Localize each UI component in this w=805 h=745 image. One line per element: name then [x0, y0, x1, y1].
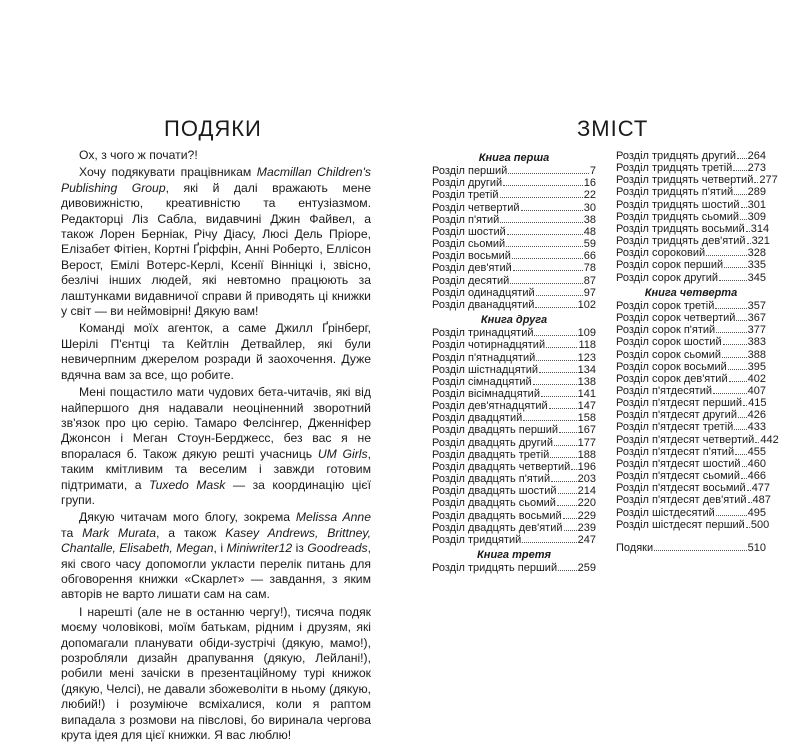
toc-entry[interactable]: [432, 214, 596, 226]
text-run: , таким кмітливим та веселим і завжди готовим підтримати, а: [61, 446, 371, 492]
toc-entry-title: Розділ двадцять третій: [432, 448, 550, 461]
toc-entry-title: Розділ п'ятдесят п'ятий: [616, 445, 735, 458]
toc-entry-page: 138: [577, 375, 596, 388]
paragraph: [61, 510, 371, 602]
toc-dot-leader: [734, 429, 746, 430]
toc-entry[interactable]: [616, 211, 766, 223]
toc-entry-page: 273: [747, 162, 766, 175]
toc-dot-leader: [734, 194, 747, 195]
toc-entry[interactable]: [616, 470, 766, 482]
toc-dot-leader: [722, 357, 747, 358]
toc-dot-leader: [748, 502, 752, 503]
toc-dot-leader: [746, 527, 750, 528]
toc-dot-leader: [522, 542, 576, 543]
toc-dot-leader: [539, 372, 577, 373]
toc-dot-leader: [512, 258, 583, 259]
toc-entry[interactable]: [616, 385, 766, 397]
toc-entry-title: Розділ сорок другий: [616, 271, 719, 284]
toc-entry-title: Розділ десятий: [432, 274, 510, 287]
italic-text: Tuxedo Mask: [149, 477, 226, 492]
toc-entry-title: Розділ двадцять сьомий: [432, 497, 556, 510]
toc-entry[interactable]: [616, 162, 766, 174]
toc-entry-title: Розділ двадцятий: [432, 412, 523, 425]
toc-entry-page: 220: [577, 497, 596, 510]
toc-dot-leader: [706, 255, 746, 256]
toc-entry-title: Розділ п'ятий: [432, 213, 500, 226]
toc-dot-leader: [747, 490, 751, 491]
toc-entry-page: 134: [577, 363, 596, 376]
toc-book-group: [432, 152, 596, 311]
toc-entry-page: 141: [577, 387, 596, 400]
toc-dot-leader: [500, 197, 583, 198]
toc-entry-title: Розділ шістнадцятий: [432, 363, 538, 376]
toc-dot-leader: [741, 478, 747, 479]
toc-entry-page: 158: [577, 412, 596, 425]
toc-book-heading: Книга четверта: [644, 286, 738, 299]
toc-dot-leader: [508, 173, 589, 174]
toc-entry-title: Розділ шістдесят перший: [616, 518, 745, 531]
toc-entry-page: 38: [583, 213, 596, 226]
toc-entry[interactable]: [432, 238, 596, 250]
toc-entry[interactable]: [616, 409, 766, 421]
toc-entry-page: 7: [589, 165, 596, 178]
toc-entry-page: 309: [747, 210, 766, 223]
toc-entry-page: 367: [747, 312, 766, 325]
toc-entry[interactable]: [616, 336, 766, 348]
toc-dot-leader: [535, 307, 576, 308]
toc-entry[interactable]: [616, 349, 766, 361]
toc-entry[interactable]: [616, 458, 766, 470]
toc-book-group: [616, 150, 778, 284]
toc-entry-title: Подяки: [616, 541, 654, 554]
toc-entry-page: 510: [747, 541, 766, 554]
toc-book-group: [616, 286, 779, 531]
toc-dot-leader: [541, 396, 577, 397]
toc-dot-leader: [733, 170, 746, 171]
toc-book-heading: Книга перша: [478, 152, 550, 164]
toc-entry-page: 203: [577, 473, 596, 486]
toc-dot-leader: [523, 420, 576, 421]
toc-dot-leader: [510, 283, 582, 284]
toc-entry[interactable]: [432, 226, 596, 238]
text-run: , які свого часу допомогли укласти перелік питань для обговорення книжки «Скарлет» — завдання, з яким авторів не варто лишати сам на сам.: [61, 541, 371, 602]
toc-entry-page: 426: [747, 409, 766, 422]
toc-entry-page: 328: [747, 247, 766, 260]
toc-entry[interactable]: [432, 364, 596, 376]
text-run: , а також: [155, 525, 226, 540]
toc-entry[interactable]: [616, 312, 766, 324]
toc-entry[interactable]: [432, 412, 596, 424]
toc-entry-title: Розділ п'ятдесят перший: [616, 397, 743, 410]
toc-entry[interactable]: [432, 250, 596, 262]
toc-dot-leader: [737, 158, 747, 159]
toc-entry-title: Розділ тридцять п'ятий: [616, 186, 734, 199]
text-run: , і: [213, 541, 227, 556]
toc-entry[interactable]: [432, 461, 596, 473]
toc-entry-page: 345: [747, 271, 766, 284]
toc-entry-page: 377: [747, 324, 766, 337]
toc-entry[interactable]: [616, 361, 766, 373]
toc-entry-page: 259: [577, 562, 596, 575]
toc-entry-title: Розділ шостий: [432, 225, 506, 238]
toc-entry[interactable]: [432, 534, 596, 546]
toc-entry-title: Розділ п'ятдесят дев'ятий: [616, 494, 747, 507]
toc-entry-title: Розділ двадцять другий: [432, 436, 553, 449]
toc-entry-page: 455: [747, 445, 766, 458]
toc-entry-title: Розділ п'ятдесят восьмий: [616, 482, 746, 495]
toc-entry-title: Розділ сорок четвертий: [616, 312, 736, 325]
toc-entry-page: 335: [747, 259, 766, 272]
toc-dot-leader: [729, 381, 747, 382]
toc-entry-page: 229: [577, 509, 596, 522]
toc-entry[interactable]: [432, 424, 596, 436]
toc-entry-title: Розділ тридцять сьомий: [616, 210, 739, 223]
toc-entry-title: Розділ двадцять дев'ятий: [432, 521, 563, 534]
toc-entry[interactable]: [616, 199, 766, 211]
toc-dot-leader: [506, 246, 583, 247]
toc-dot-leader: [755, 442, 759, 443]
toc-entry-page: 415: [748, 397, 767, 410]
toc-dot-leader: [507, 234, 583, 235]
text-run: Ох, з чого ж почати?!: [79, 148, 198, 162]
toc-dot-leader: [736, 320, 746, 321]
toc-entry[interactable]: [432, 189, 596, 201]
toc-dot-leader: [549, 408, 577, 409]
toc-entry[interactable]: [616, 324, 766, 336]
toc-entry[interactable]: [432, 437, 596, 449]
toc-entry-title: Розділ тридцять другий: [616, 150, 737, 162]
toc-entry-title: Розділ сімнадцятий: [432, 375, 532, 388]
toc-dot-leader: [723, 344, 747, 345]
toc-column-2: [616, 150, 779, 554]
toc-entry[interactable]: [432, 485, 596, 497]
toc-entry[interactable]: [432, 510, 596, 522]
toc-dot-leader: [724, 267, 747, 268]
toc-entry[interactable]: [616, 421, 766, 433]
italic-text: UM Girls: [317, 446, 368, 461]
toc-entry-page: 442: [760, 433, 779, 446]
toc-entry-title: Розділ одинадцятий: [432, 286, 535, 299]
toc-entry-page: 466: [747, 470, 766, 483]
toc-entry-title: Розділ сорок дев'ятий: [616, 372, 728, 385]
toc-entry-page: 188: [577, 448, 596, 461]
toc-entry-page: 30: [583, 201, 596, 214]
toc-dot-leader: [564, 530, 577, 531]
toc-entry[interactable]: [432, 449, 596, 461]
toc-entry-page: 97: [583, 286, 596, 299]
toc-entry[interactable]: [432, 522, 596, 534]
toc-dot-leader: [546, 347, 577, 348]
toc-entry-page: 239: [577, 521, 596, 534]
toc-entry[interactable]: [616, 433, 779, 446]
toc-entry-page: 407: [747, 384, 766, 397]
toc-entry[interactable]: [616, 494, 771, 507]
toc-entry-page: 289: [747, 186, 766, 199]
toc-entry-title: Розділ дванадцятий: [432, 298, 535, 311]
toc-dot-leader: [715, 308, 746, 309]
toc-entry-page: 264: [747, 150, 766, 162]
toc-entry-title: Розділ п'ятдесят третій: [616, 421, 734, 434]
toc-entry[interactable]: [616, 397, 766, 409]
toc-entry-title: Розділ двадцять восьмий: [432, 509, 562, 522]
toc-entry-page: 383: [747, 336, 766, 349]
toc-dot-leader: [742, 466, 747, 467]
toc-entry-page: 214: [577, 485, 596, 498]
toc-entry-page: 301: [747, 198, 766, 211]
toc-entry[interactable]: [432, 165, 596, 177]
paragraph: [61, 321, 371, 383]
toc-entry-page: 78: [583, 262, 596, 275]
toc-entry[interactable]: [432, 473, 596, 485]
toc-entry[interactable]: [432, 262, 596, 274]
toc-entry[interactable]: [616, 222, 770, 235]
italic-text: Melissa Anne: [295, 510, 371, 525]
toc-entry[interactable]: [616, 186, 766, 198]
toc-entry-title: Розділ тридцятий: [432, 533, 522, 546]
toc-entry-title: Розділ сорок шостий: [616, 336, 722, 349]
toc-entry-page: 433: [747, 421, 766, 434]
toc-dot-leader: [513, 270, 583, 271]
toc-entry-title: Розділ п'ятдесят четвертий: [616, 433, 755, 446]
toc-entry-title: Розділ сорок сьомий: [616, 348, 722, 361]
toc-entry[interactable]: [432, 327, 596, 339]
toc-entry-title: Розділ дев'ятнадцятий: [432, 400, 548, 413]
toc-entry-title: Розділ двадцять п'ятий: [432, 473, 551, 486]
toc-entry[interactable]: [432, 177, 596, 189]
toc-entry-title: Розділ сьомий: [432, 238, 506, 251]
italic-text: Miniwriter12: [226, 541, 293, 556]
toc-book-group: [432, 314, 596, 546]
toc-entry-title: Розділ сорок п'ятий: [616, 324, 716, 337]
toc-dot-leader: [559, 432, 577, 433]
toc-entry-page: 48: [583, 225, 596, 238]
paragraph: [61, 385, 371, 508]
toc-dot-leader: [563, 518, 577, 519]
toc-entry-title: Розділ п'ятдесят другий: [616, 409, 737, 422]
toc-dot-leader: [551, 481, 577, 482]
toc-dot-leader: [719, 280, 747, 281]
toc-dot-leader: [746, 231, 750, 232]
toc-dot-leader: [741, 207, 747, 208]
toc-entry-page: 460: [747, 457, 766, 470]
contents-title: ЗМІСТ: [577, 116, 649, 141]
toc-entry-title: Розділ дев'ятий: [432, 262, 512, 275]
toc-entry-title: Розділ п'ятнадцятий: [432, 351, 536, 364]
toc-entry-page: 314: [750, 222, 770, 235]
toc-entry-title: Розділ шістдесятий: [616, 506, 715, 519]
left-page: [0, 0, 402, 743]
toc-entry-page: 87: [583, 274, 596, 287]
toc-entry-title: Розділ чотирнадцятий: [432, 339, 546, 352]
toc-entry[interactable]: [432, 497, 596, 509]
toc-dot-leader: [740, 219, 747, 220]
toc-entry-page: 102: [577, 298, 596, 311]
toc-entry-title: Розділ четвертий: [432, 201, 520, 214]
toc-book-heading: Книга третя: [477, 549, 551, 561]
toc-dot-leader: [557, 505, 577, 506]
toc-entry-page: 357: [747, 299, 766, 312]
toc-entry-page: 196: [577, 460, 596, 473]
toc-entry-title: Розділ перший: [432, 165, 508, 178]
toc-dot-leader: [728, 369, 747, 370]
toc-dot-leader: [716, 515, 747, 516]
toc-entry-title: Розділ вісімнадцятий: [432, 387, 540, 400]
toc-dot-leader: [521, 210, 583, 211]
toc-entry[interactable]: [432, 400, 596, 412]
toc-dot-leader: [735, 454, 747, 455]
toc-entry[interactable]: [616, 373, 766, 385]
toc-entry[interactable]: [616, 247, 766, 259]
text-run: Дякую читачам мого блогу, зокрема: [79, 510, 296, 525]
text-run: , які й далі вражають мене дивовижністю, креативністю та ентузіазмом. Редакторці Ліз Сабла, видавчині Джин Файвел, а також Лорен Берніак, Річу Діасу, Люсі Дель Пріоре, Елізабет Фітіен, Кортні Ґріффін, Анні Роберто, Еллісон Верост, Емілі Вотерс-Керлі, Ксенії Вінніцкі і, звісно, безлічі інших людей, які невтомно працюють за лаштунками видавничої справи й приводять ці книжки у світ — ви неймовірні! Дякую вам!: [61, 180, 372, 319]
toc-dot-leader: [754, 182, 758, 183]
toc-entry-title: Розділ тридцять шостий: [616, 198, 740, 211]
toc-entry-page: 402: [747, 372, 766, 385]
toc-entry-page: 167: [577, 424, 596, 437]
toc-dot-leader: [534, 335, 576, 336]
toc-entry-page: 487: [752, 494, 771, 507]
text-run: із: [292, 541, 308, 556]
toc-entry-title: Розділ восьмий: [432, 250, 511, 263]
text-run: Хочу подякувати працівникам: [79, 165, 257, 180]
toc-entry-title: Розділ тридцять третій: [616, 162, 733, 175]
toc-entry-page: 147: [577, 400, 596, 413]
toc-entry[interactable]: [616, 542, 766, 554]
toc-entry-title: Розділ тридцять четвертий: [616, 174, 754, 187]
text-run: — за координацію цієї групи.: [61, 477, 371, 507]
toc-entry-title: Розділ другий: [432, 177, 503, 190]
toc-entry[interactable]: [616, 259, 766, 271]
toc-entry-page: 66: [583, 250, 596, 263]
toc-entry-page: 16: [583, 177, 596, 190]
toc-entry-title: Розділ двадцять четвертий: [432, 460, 571, 473]
toc-dot-leader: [533, 384, 577, 385]
toc-entry-title: Розділ сороковий: [616, 247, 706, 260]
toc-dot-leader: [716, 332, 746, 333]
toc-entry[interactable]: [616, 482, 771, 495]
toc-entry-title: Розділ двадцять шостий: [432, 485, 557, 498]
paragraph: [61, 605, 371, 744]
toc-entry-title: Розділ сорок третій: [616, 299, 715, 312]
toc-entry-page: 395: [747, 360, 766, 373]
toc-dot-leader: [713, 393, 747, 394]
right-page: [402, 0, 805, 600]
toc-entry[interactable]: [616, 518, 770, 531]
toc-entry[interactable]: [432, 299, 596, 311]
toc-entry-page: 123: [577, 351, 596, 364]
text-run: Команді моїх агенток, а саме Джилл Ґрінберг, Шерілі П'єнтці та Кейтлін Детвайлер, які були невичерпним джерелом розради й заохочення. Дуже вдячна вам за все, що робите.: [61, 321, 371, 382]
text-run: Мені пощастило мати чудових бета-читачів, які від найпершого дня надавали неоціненний зворотний зв'язок про цю серію. Тамаро Фелсінгер, Дженніфер Джонсон і Меган Стоун-Берджесс, без вас я не впоралася б. Також дякую решті учасниць: [61, 385, 371, 461]
toc-entry[interactable]: [432, 562, 596, 574]
toc-entry[interactable]: [432, 388, 596, 400]
italic-text: Mark Murata: [82, 525, 156, 540]
toc-entry[interactable]: [616, 150, 766, 162]
italic-text: Kasey Andrews, Brittney, Chantalle, Elisabeth, Megan: [61, 525, 372, 556]
toc-dot-leader: [536, 360, 576, 361]
toc-dot-leader: [654, 550, 747, 551]
toc-entry-title: Розділ сорок восьмий: [616, 360, 727, 373]
toc-dot-leader: [743, 405, 747, 406]
toc-dot-leader: [503, 185, 583, 186]
toc-entry-page: 277: [759, 174, 778, 187]
toc-dot-leader: [558, 570, 577, 571]
toc-entry[interactable]: [616, 446, 766, 458]
toc-entry-page: 321: [751, 235, 770, 248]
text-run: І нарешті (але не в останню чергу!), тисяча подяк моєму чоловікові, моїм батькам, рідним і друзям, які допомагали планувати обіди-зустрічі (дякую, мамо!), розробляли дизайн драпування (дякую, Лейлані!), робили мені зачіски в презентаційному турі книжок (дякую, Челсі), не давали збожеволіти в ньому (дякую, любий!) і розуміюче всміхалися, коли я раптом випадала з розмови на півслові, бо виринала чергова крута ідея для цієї книжки. Я вас люблю!: [61, 604, 371, 743]
toc-entry-page: 22: [583, 189, 596, 202]
toc-entry[interactable]: [616, 235, 770, 248]
italic-text: Goodreads: [307, 541, 368, 556]
toc-entry[interactable]: [616, 300, 766, 312]
toc-entry-page: 177: [577, 436, 596, 449]
toc-entry-title: Розділ п'ятдесятий: [616, 384, 712, 397]
toc-dot-leader: [500, 222, 582, 223]
toc-entry-title: Розділ двадцять перший: [432, 424, 559, 437]
toc-dot-leader: [536, 295, 583, 296]
toc-entry-title: Розділ п'ятдесят сьомий: [616, 470, 740, 483]
toc-column-1: [432, 150, 596, 577]
toc-dot-leader: [738, 417, 747, 418]
toc-dot-leader: [558, 493, 577, 494]
text-run: та: [61, 525, 83, 540]
toc-entry[interactable]: [616, 272, 766, 284]
acknowledgements-title: ПОДЯКИ: [164, 116, 262, 141]
toc-entry[interactable]: [432, 339, 596, 351]
toc-entry-title: Розділ п'ятдесят шостий: [616, 457, 741, 470]
toc-entry[interactable]: [432, 352, 596, 364]
acknowledgements-body: [61, 148, 371, 745]
toc-entry[interactable]: [432, 287, 596, 299]
toc-entry-page: 118: [578, 339, 596, 352]
toc-entry-title: Розділ сорок перший: [616, 259, 724, 272]
paragraph: [61, 165, 371, 319]
italic-text: Macmillan Children's Publishing Group: [61, 165, 371, 195]
toc-dot-leader: [550, 457, 576, 458]
paragraph: [61, 148, 371, 163]
toc-entry-page: 59: [583, 238, 596, 251]
toc-entry[interactable]: [432, 202, 596, 214]
toc-entry-title: Розділ тридцять перший: [432, 562, 558, 575]
toc-entry[interactable]: [616, 507, 766, 519]
toc-dot-leader: [571, 469, 576, 470]
toc-entry-page: 388: [747, 348, 766, 361]
toc-entry-page: 247: [577, 533, 596, 546]
toc-dot-leader: [554, 445, 577, 446]
toc-book-group: [432, 549, 596, 574]
toc-entry-page: 500: [750, 518, 770, 531]
toc-entry-title: Розділ тридцять восьмий: [616, 222, 745, 235]
toc-entry-page: 477: [751, 482, 771, 495]
toc-entry-title: Розділ третій: [432, 189, 499, 202]
toc-entry[interactable]: [432, 275, 596, 287]
toc-entry-page: 109: [577, 327, 596, 340]
toc-entry[interactable]: [432, 376, 596, 388]
toc-entry-page: 495: [747, 506, 766, 519]
toc-dot-leader: [747, 243, 751, 244]
toc-book-heading: Книга друга: [480, 314, 548, 327]
toc-entry[interactable]: [616, 174, 778, 187]
toc-entry-title: Розділ тридцять дев'ятий: [616, 235, 746, 248]
toc-entry-title: Розділ тринадцятий: [432, 327, 534, 340]
